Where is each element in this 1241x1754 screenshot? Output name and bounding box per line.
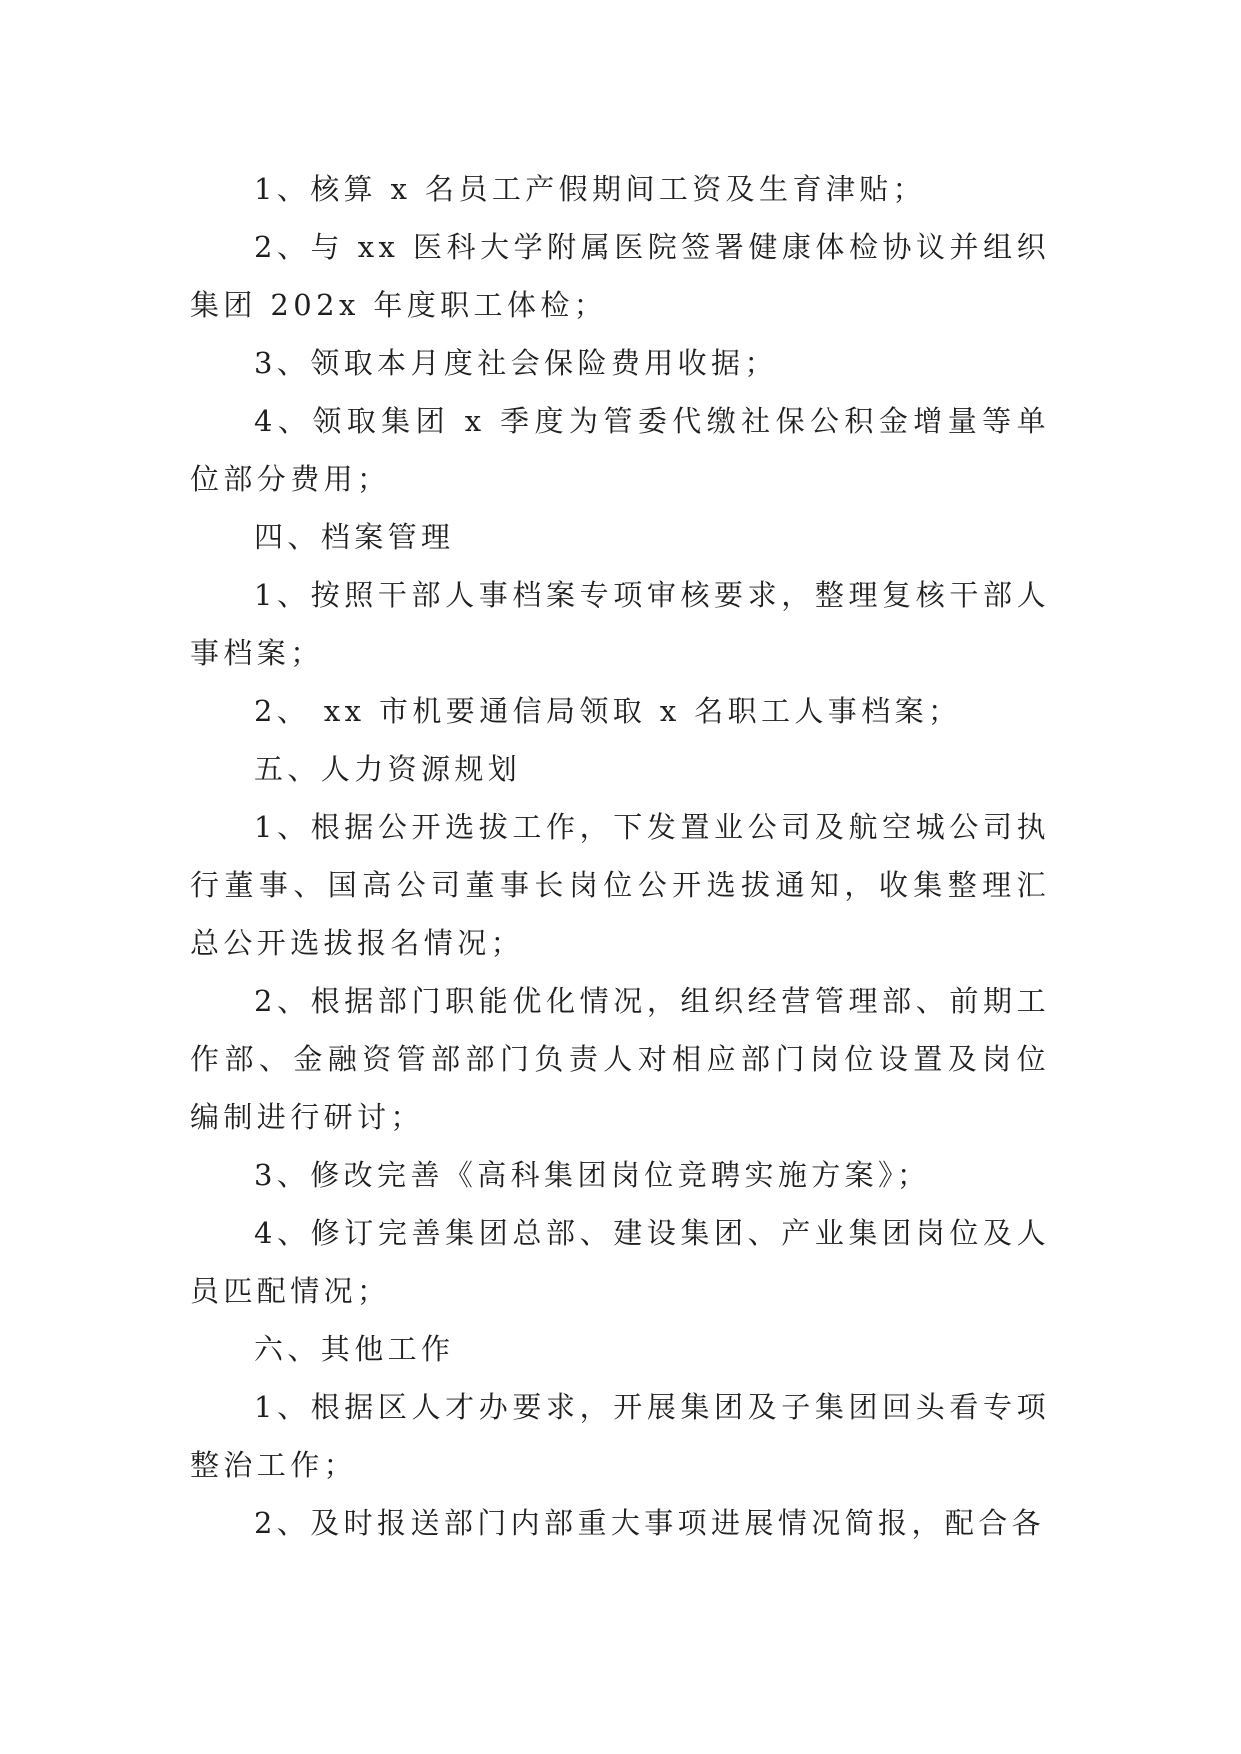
section-heading: 六、其他工作	[254, 1332, 455, 1366]
paragraph-item: 1、根据公开选拔工作，下发置业公司及航空城公司执行董事、国高公司董事长岗位公开选拔通知，收集整理汇总公开选拔报名情况；	[190, 810, 1050, 960]
paragraph-item: 1、根据区人才办要求，开展集团及子集团回头看专项整治工作；	[190, 1390, 1050, 1482]
document-body	[190, 160, 1050, 1552]
paragraph-item: 2、根据部门职能优化情况，组织经营管理部、前期工作部、金融资管部部门负责人对相应部门岗位设置及岗位编制进行研讨；	[190, 984, 1050, 1134]
section-heading: 五、人力资源规划	[254, 752, 522, 786]
paragraph-item: 1、按照干部人事档案专项审核要求，整理复核干部人事档案；	[190, 578, 1050, 670]
paragraph-item: 3、领取本月度社会保险费用收据；	[254, 346, 778, 380]
paragraph-item: 4、修订完善集团总部、建设集团、产业集团岗位及人员匹配情况；	[190, 1216, 1050, 1308]
paragraph-item: 4、领取集团 x 季度为管委代缴社保公积金增量等单位部分费用；	[190, 404, 1050, 496]
paragraph-item: 2、与 xx 医科大学附属医院签署健康体检协议并组织集团 202x 年度职工体检；	[190, 230, 1050, 322]
paragraph-item: 3、修改完善《高科集团岗位竞聘实施方案》；	[254, 1158, 931, 1192]
paragraph-item: 1、核算 x 名员工产假期间工资及生育津贴；	[254, 172, 927, 206]
paragraph-item: 2、及时报送部门内部重大事项进展情况简报，配合各	[254, 1506, 1046, 1540]
paragraph-item: 2、 xx 市机要通信局领取 x 名职工人事档案；	[254, 694, 962, 728]
section-heading: 四、档案管理	[254, 520, 455, 554]
